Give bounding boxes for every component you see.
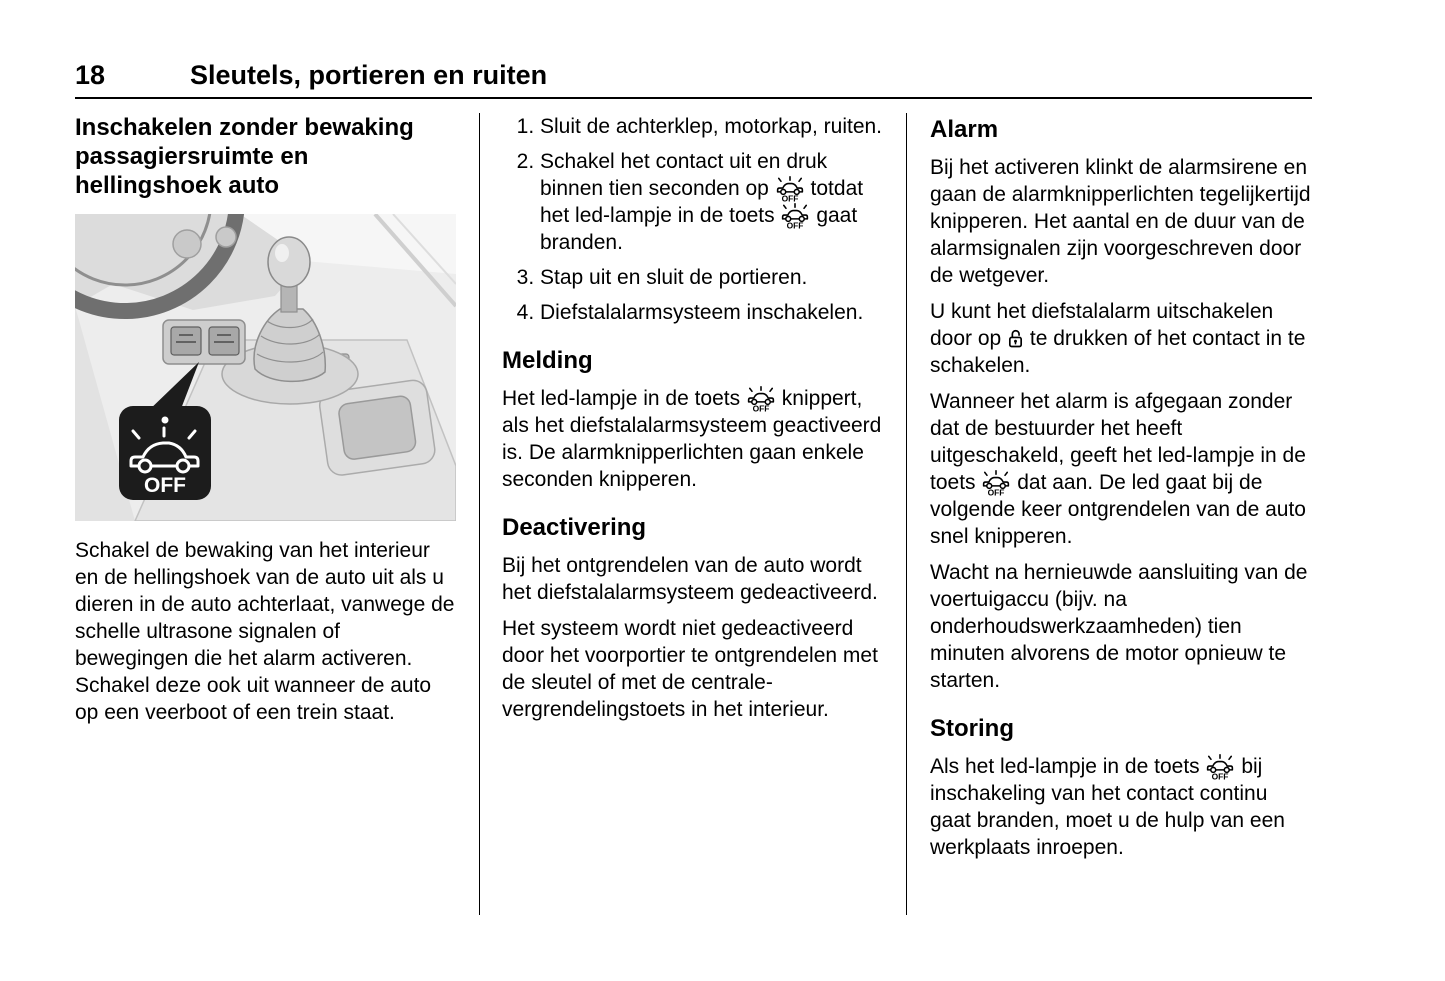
column-left: [75, 113, 457, 735]
list-item: [540, 299, 885, 326]
unlock-icon: [1007, 328, 1024, 349]
paragraph-text: Wanneer het alarm is afgegaan zonder dat de bestuurder het heeft uitgeschakeld, geeft het led-lampje in de toets: [930, 390, 1306, 494]
paragraph-text: dat aan. De led gaat bij de volgende keer ontgrendelen van de auto snel knipperen.: [930, 471, 1306, 548]
list-item: [540, 148, 885, 256]
car-interior-drawing: [75, 214, 456, 521]
svg-text:OFF: OFF: [787, 220, 804, 229]
paragraph: Het systeem wordt niet gedeactiveerd door het voorportier te ontgrendelen met de sleutel of met de centrale-vergrendelingstoets in het interieur.: [502, 617, 878, 721]
column-divider-1: [479, 113, 480, 915]
paragraph-text: bij inschakeling van het contact continu gaat branden, moet u de hulp van een werkplaats inroepen.: [930, 755, 1285, 859]
paragraph-text: te drukken of het contact in te schakelen.: [930, 327, 1306, 377]
list-item: [540, 264, 885, 291]
page-number: 18: [75, 60, 106, 90]
subsection-heading-alarm: Alarm: [930, 116, 999, 143]
paragraph: Wacht na hernieuwde aansluiting van de voertuigaccu (bijv. na onderhoudswerkzaamheden) tien minuten alvorens de motor opnieuw te starten.: [930, 561, 1308, 692]
chapter-title: Sleutels, portieren en ruiten: [190, 60, 548, 90]
paragraph: [930, 753, 1312, 861]
paragraph: Bij het ontgrendelen van de auto wordt het diefstalalarmsysteem gedeactiveerd.: [502, 554, 878, 604]
header-rule: [75, 97, 1312, 99]
step-text: Stap uit en sluit de portieren.: [540, 266, 808, 289]
paragraph-text: Het led-lampje in de toets: [502, 387, 746, 410]
column-divider-2: [906, 113, 907, 915]
paragraph: [930, 388, 1312, 550]
step-text: Sluit de achterklep, motorkap, ruiten.: [540, 115, 883, 138]
subsection-heading-storing: Storing: [930, 715, 1014, 742]
step-text: Schakel het contact uit en druk binnen tien seconden op: [540, 150, 828, 200]
paragraph-text: Als het led-lampje in de toets: [930, 755, 1206, 778]
step-text: gaat branden.: [540, 204, 858, 254]
console-illustration: [75, 214, 456, 521]
badge-off-label: OFF: [144, 474, 186, 497]
svg-text:OFF: OFF: [781, 193, 799, 202]
step-text: totdat het led-lampje in de toets: [540, 177, 864, 227]
car-alarm-off-icon: [981, 469, 1011, 496]
paragraph: [930, 298, 1312, 379]
column-right: [930, 113, 1312, 870]
subsection-heading-deactivering: Deactivering: [502, 514, 647, 541]
svg-text:OFF: OFF: [1212, 771, 1229, 780]
paragraph-text: knippert, als het diefstalalarmsysteem geactiveerd is. De alarmknipperlichten gaan enkele seconden knipperen.: [502, 387, 882, 491]
svg-text:OFF: OFF: [987, 487, 1005, 496]
car-alarm-off-icon: [746, 385, 776, 412]
paragraph: [502, 385, 885, 493]
list-item: [540, 113, 885, 140]
car-alarm-off-icon: [1205, 753, 1235, 780]
instruction-list: [502, 113, 885, 326]
paragraph-text: U kunt het diefstalalarm uitschakelen door op: [930, 300, 1274, 350]
subsection-heading-melding: Melding: [502, 347, 593, 374]
column-middle: [502, 113, 885, 732]
section-heading: Inschakelen zonder bewaking passagiersruimte en hellingshoek auto: [75, 114, 414, 199]
car-alarm-off-icon: [780, 202, 810, 229]
svg-text:OFF: OFF: [752, 403, 770, 412]
car-alarm-off-icon: [775, 175, 805, 202]
step-text: Diefstalalarmsysteem inschakelen.: [540, 301, 864, 324]
paragraph: Bij het activeren klinkt de alarmsirene en gaan de alarmknipperlichten tegelijkertijd knipperen. Het aantal en de duur van de alarmsignalen zijn voorgeschreven door de wetgever.: [930, 156, 1311, 287]
paragraph: Schakel de bewaking van het interieur en de hellingshoek van de auto uit als u dieren in de auto achterlaat, vanwege de schelle ultrasone signalen of bewegingen die het alarm activeren. Schakel deze ook uit wanneer de auto op een veerboot of een trein staat.: [75, 539, 455, 724]
